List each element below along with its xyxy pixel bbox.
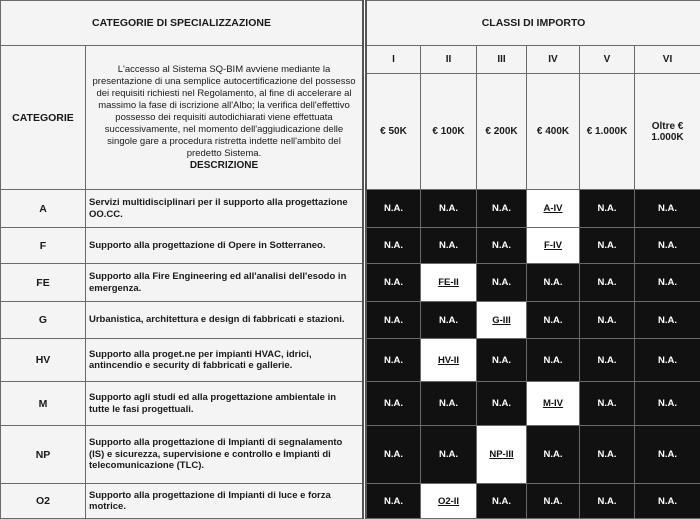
class-cell-na: N.A. bbox=[580, 302, 635, 339]
class-cell-na: N.A. bbox=[477, 190, 527, 228]
class-cell-na: N.A. bbox=[477, 264, 527, 302]
class-amount: € 100K bbox=[421, 74, 477, 190]
class-cell-na: N.A. bbox=[365, 484, 421, 519]
class-cell-na: N.A. bbox=[477, 339, 527, 382]
qualification-code: F-IV bbox=[544, 240, 562, 251]
class-cell-na: N.A. bbox=[635, 190, 700, 228]
qualification-code: NP-III bbox=[489, 449, 514, 460]
class-cell-na: N.A. bbox=[635, 382, 700, 426]
class-cell-na: N.A. bbox=[635, 484, 700, 519]
category-description: Supporto alla proget.ne per impianti HVAC, idrici, antincendio e security di fabbricati e gallerie. bbox=[86, 339, 365, 382]
class-cell-na: N.A. bbox=[580, 484, 635, 519]
class-roman: III bbox=[477, 46, 527, 74]
table-row bbox=[1, 302, 700, 339]
category-code: NP bbox=[1, 426, 86, 484]
table-row bbox=[1, 190, 700, 228]
class-cell-qualified bbox=[477, 302, 527, 339]
classes-header: CLASSI DI IMPORTO bbox=[365, 1, 700, 46]
class-cell-na: N.A. bbox=[365, 228, 421, 264]
description-label: DESCRIZIONE bbox=[189, 159, 259, 171]
class-cell-na: N.A. bbox=[580, 382, 635, 426]
qualification-code: G-III bbox=[492, 314, 511, 326]
table-row bbox=[1, 339, 700, 382]
table-row bbox=[1, 228, 700, 264]
class-cell-na: N.A. bbox=[580, 339, 635, 382]
class-cell-na: N.A. bbox=[635, 426, 700, 484]
class-cell-na: N.A. bbox=[527, 264, 580, 302]
qualification-code: FE-II bbox=[438, 277, 459, 288]
qualification-code: HV-II bbox=[437, 354, 460, 366]
class-cell-qualified bbox=[421, 264, 477, 302]
class-amount: € 400K bbox=[527, 74, 580, 190]
category-description: Servizi multidisciplinari per il supporto alla progettazione OO.CC. bbox=[86, 190, 365, 228]
class-cell-na: N.A. bbox=[365, 264, 421, 302]
table-row bbox=[1, 484, 700, 519]
class-amount: € 200K bbox=[477, 74, 527, 190]
categories-label: CATEGORIE bbox=[1, 46, 86, 190]
class-roman: V bbox=[580, 46, 635, 74]
class-cell-na: N.A. bbox=[421, 426, 477, 484]
category-code: O2 bbox=[1, 484, 86, 519]
class-cell-na: N.A. bbox=[421, 382, 477, 426]
class-cell-qualified bbox=[477, 426, 527, 484]
category-code: F bbox=[1, 228, 86, 264]
intro-paragraph: L'accesso al Sistema SQ-BIM avviene mediante la presentazione di una semplice autocertificazione del possesso dei requisiti richiesti nel Regolamento, al fine di accelerare al massimo la fase di iscrizione all'Albo; la verifica dell'effettivo possesso dei requisiti autodichiarati viene effettuata successivamente, nel momento dell'aggiudicazione delle singole gare a procedura ristretta indette nell'ambito del predetto Sistema. bbox=[92, 63, 356, 159]
class-cell-na: N.A. bbox=[580, 228, 635, 264]
class-amount: € 1.000K bbox=[580, 74, 635, 190]
category-description: Supporto alla progettazione di Opere in Sotterraneo. bbox=[86, 228, 365, 264]
category-code: M bbox=[1, 382, 86, 426]
class-cell-na: N.A. bbox=[635, 302, 700, 339]
category-description: Urbanistica, architettura e design di fabbricati e stazioni. bbox=[86, 302, 365, 339]
class-cell-na: N.A. bbox=[477, 382, 527, 426]
class-cell-na: N.A. bbox=[365, 302, 421, 339]
class-cell-na: N.A. bbox=[580, 190, 635, 228]
category-code: HV bbox=[1, 339, 86, 382]
class-cell-na: N.A. bbox=[365, 190, 421, 228]
category-code: A bbox=[1, 190, 86, 228]
class-cell-qualified bbox=[421, 339, 477, 382]
class-cell-na: N.A. bbox=[580, 264, 635, 302]
qualification-code: A-IV bbox=[543, 203, 563, 214]
table-row bbox=[1, 382, 700, 426]
class-cell-na: N.A. bbox=[477, 484, 527, 519]
class-cell-na: N.A. bbox=[477, 228, 527, 264]
qualification-code: O2-II bbox=[437, 495, 460, 507]
class-cell-qualified bbox=[527, 228, 580, 264]
class-cell-na: N.A. bbox=[580, 426, 635, 484]
specialization-header: CATEGORIE DI SPECIALIZZAZIONE bbox=[1, 1, 365, 46]
class-cell-na: N.A. bbox=[527, 426, 580, 484]
class-cell-na: N.A. bbox=[527, 339, 580, 382]
class-cell-na: N.A. bbox=[365, 426, 421, 484]
class-cell-na: N.A. bbox=[421, 302, 477, 339]
category-description: Supporto alla progettazione di Impianti di segnalamento (IS) e sicurezza, supervisione e controllo e Impianti di telecomunicazione (TLC). bbox=[86, 426, 365, 484]
class-roman: VI bbox=[635, 46, 700, 74]
class-cell-qualified bbox=[527, 190, 580, 228]
class-cell-na: N.A. bbox=[421, 228, 477, 264]
table-row bbox=[1, 426, 700, 484]
class-cell-na: N.A. bbox=[421, 190, 477, 228]
class-roman: II bbox=[421, 46, 477, 74]
class-cell-na: N.A. bbox=[635, 339, 700, 382]
class-cell-qualified bbox=[421, 484, 477, 519]
category-code: FE bbox=[1, 264, 86, 302]
class-amount: Oltre € 1.000K bbox=[635, 74, 700, 190]
qualification-code: M-IV bbox=[542, 398, 564, 409]
class-cell-na: N.A. bbox=[635, 228, 700, 264]
class-cell-na: N.A. bbox=[527, 302, 580, 339]
table-row bbox=[1, 264, 700, 302]
class-cell-na: N.A. bbox=[527, 484, 580, 519]
class-cell-na: N.A. bbox=[635, 264, 700, 302]
intro-text bbox=[86, 46, 365, 190]
class-cell-na: N.A. bbox=[365, 339, 421, 382]
class-cell-qualified bbox=[527, 382, 580, 426]
class-cell-na: N.A. bbox=[365, 382, 421, 426]
category-description: Supporto alla progettazione di Impianti di luce e forza motrice. bbox=[86, 484, 365, 519]
category-description: Supporto alla Fire Engineering ed all'analisi dell'esodo in emergenza. bbox=[86, 264, 365, 302]
class-roman: I bbox=[365, 46, 421, 74]
category-code: G bbox=[1, 302, 86, 339]
category-description: Supporto agli studi ed alla progettazione ambientale in tutte le fasi progettuali. bbox=[86, 382, 365, 426]
class-roman: IV bbox=[527, 46, 580, 74]
class-amount: € 50K bbox=[365, 74, 421, 190]
